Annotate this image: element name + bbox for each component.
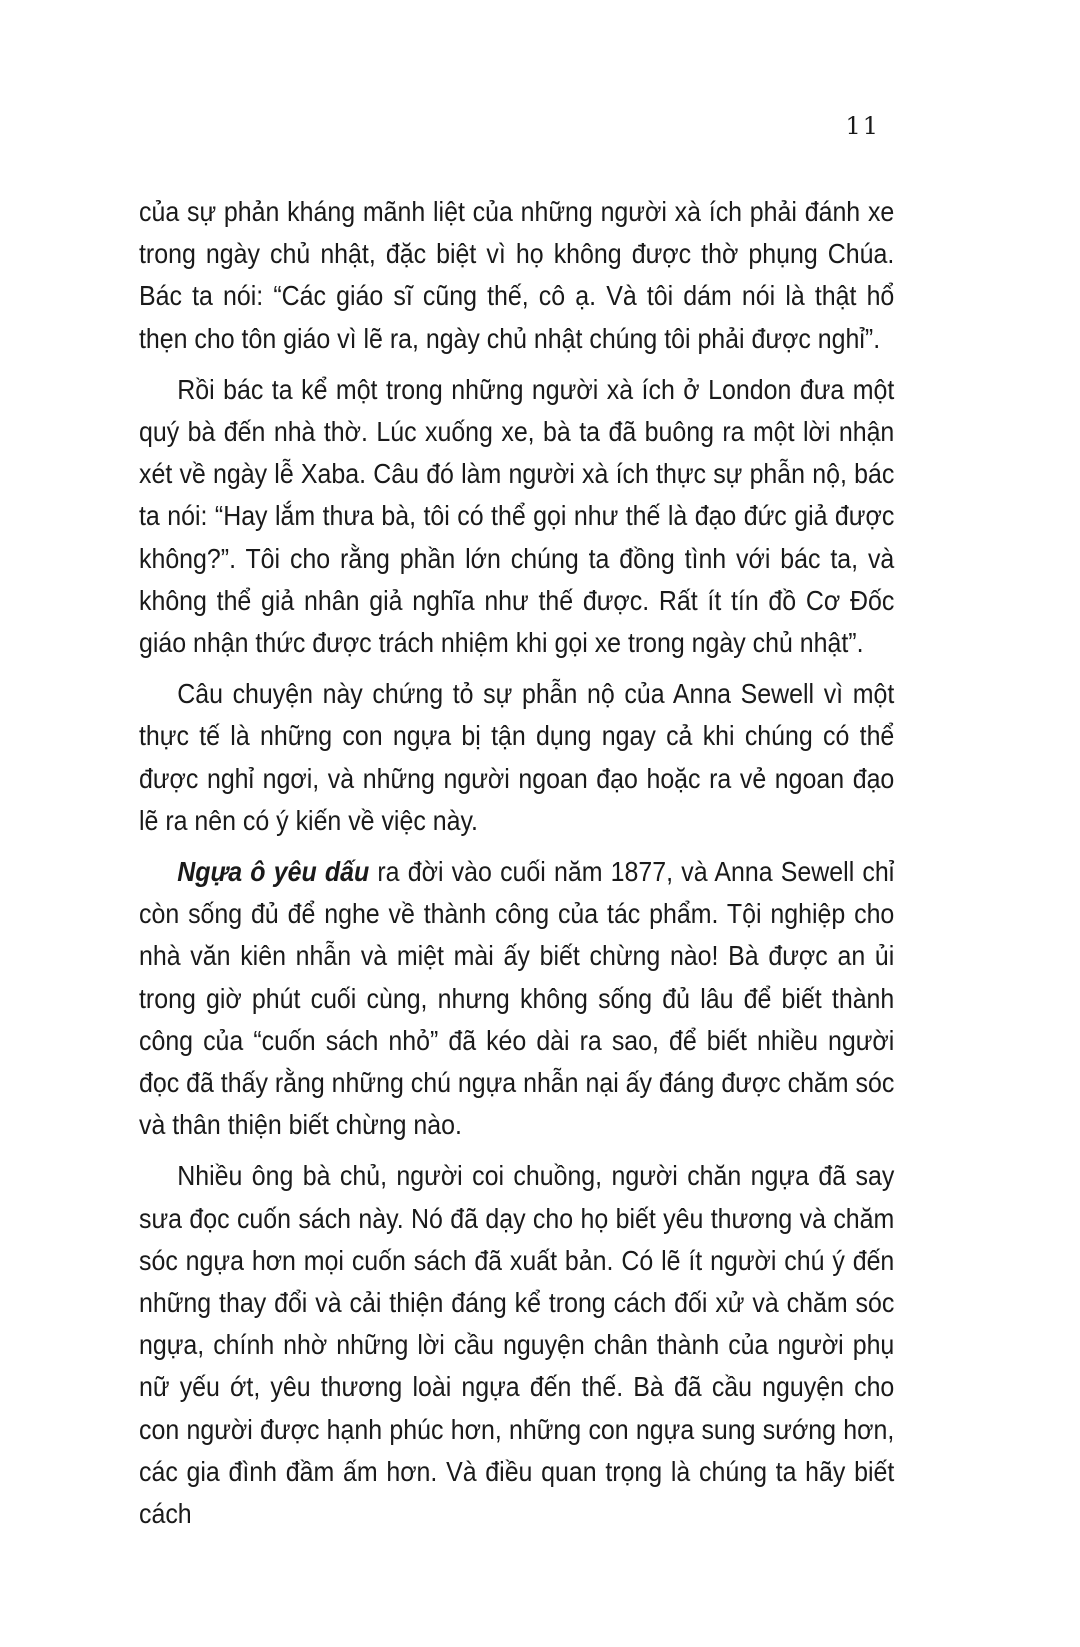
paragraph-text: ra đời vào cuối năm 1877, và Anna Sewell chỉ còn sống đủ để nghe về thành công của tác phẩm. Tội nghiệp cho nhà văn kiên nhẫn và miệt mài ấy biết chừng nào! Bà được an ủi trong giờ phút cuối cùng, nhưng không sống đủ lâu để biết thành công của “cuốn sách nhỏ” đã kéo dài ra sao, để biết nhiều người đọc đã thấy rằng những chú ngựa nhẫn nại ấy đáng được chăm sóc và thân thiện biết chừng nào. <box>139 856 895 1141</box>
book-title: Ngựa ô yêu dấu <box>177 856 370 888</box>
paragraph: của sự phản kháng mãnh liệt của những người xà ích phải đánh xe trong ngày chủ nhật, đặc biệt vì họ không được thờ phụng Chúa. Bác ta nói: “Các giáo sĩ cũng thế, cô ạ. Và tôi dám nói là thật hổ thẹn cho tôn giáo vì lẽ ra, ngày chủ nhật chúng tôi phải được nghỉ”. <box>139 196 895 354</box>
paragraph: Câu chuyện này chứng tỏ sự phẫn nộ của Anna Sewell vì một thực tế là những con ngựa bị tận dụng ngay cả khi chúng có thể được nghỉ ngơi, và những người ngoan đạo hoặc ra vẻ ngoan đạo lẽ ra nên có ý kiến về việc này. <box>139 678 895 836</box>
page-number: 11 <box>845 112 880 140</box>
paragraph: Rồi bác ta kể một trong những người xà ích ở London đưa một quý bà đến nhà thờ. Lúc xuống xe, bà ta đã buông ra một lời nhận xét về ngày lễ Xaba. Câu đó làm người xà ích thực sự phẫn nộ, bác ta nói: “Hay lắm thưa bà, tôi có thể gọi như thế là đạo đức giả được không?”. Tôi cho rằng phần lớn chúng ta đồng tình với bác ta, và không thể giả nhân giả nghĩa như thế được. Rất ít tín đồ Cơ Đốc giáo nhận thức được trách nhiệm khi gọi xe trong ngày chủ nhật”. <box>139 373 895 659</box>
body-text <box>139 191 895 1535</box>
paragraph <box>139 851 894 1146</box>
paragraph: Nhiều ông bà chủ, người coi chuồng, người chăn ngựa đã say sưa đọc cuốn sách này. Nó đã dạy cho họ biết yêu thương và chăm sóc ngựa hơn mọi cuốn sách đã xuất bản. Có lẽ ít người chú ý đến những thay đổi và cải thiện đáng kể trong cách đối xử và chăm sóc ngựa, chính nhờ những lời cầu nguyện chân thành của người phụ nữ yếu ớt, yêu thương loài ngựa đến thế. Bà đã cầu nguyện cho con người được hạnh phúc hơn, những con ngựa sung sướng hơn, các gia đình đầm ấm hơn. Và điều quan trọng là chúng ta hãy biết cách <box>139 1160 895 1530</box>
